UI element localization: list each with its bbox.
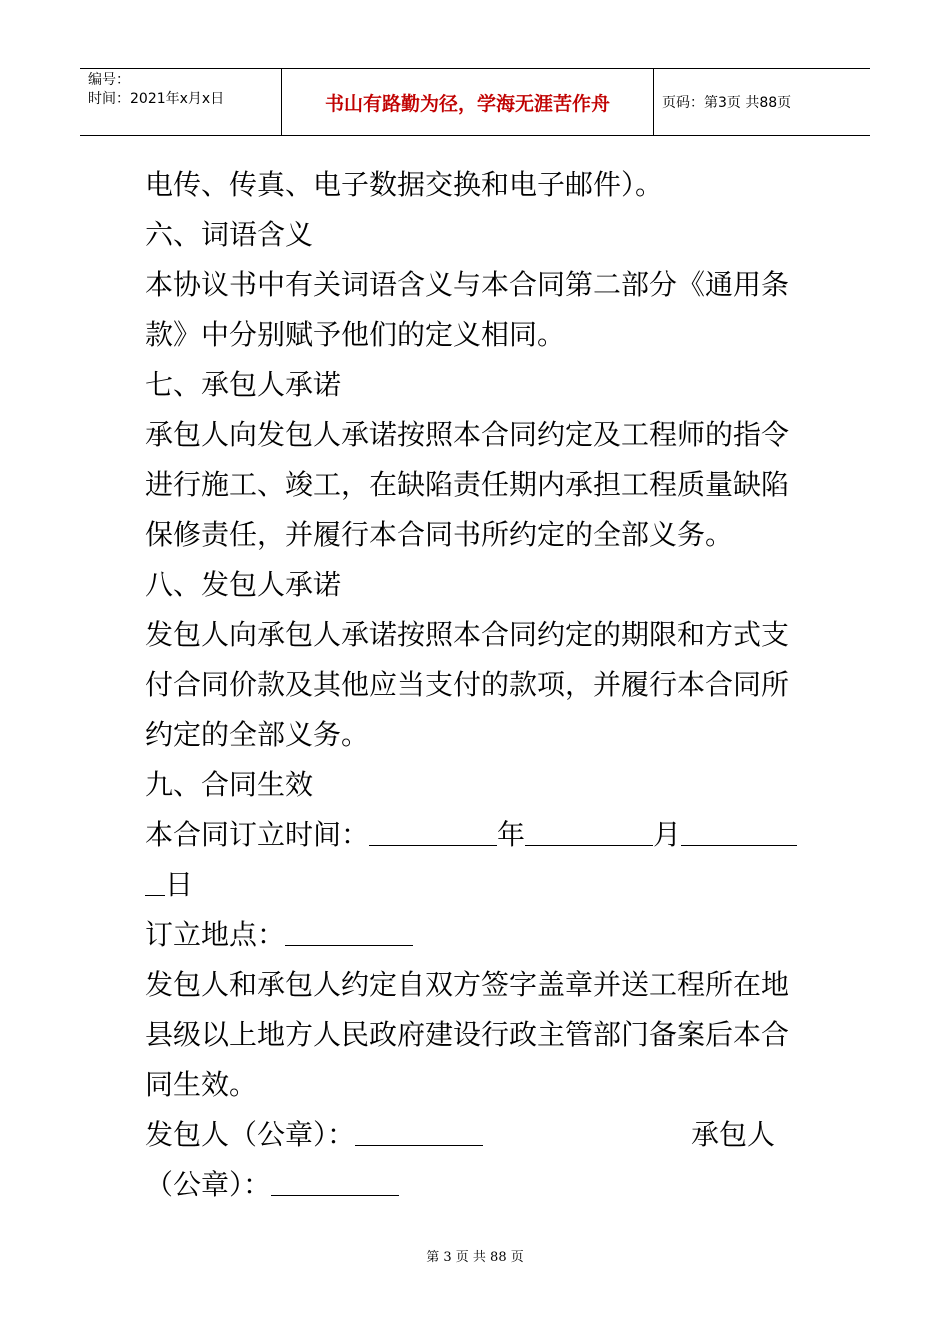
body-line: 县级以上地方人民政府建设行政主管部门备案后本合 (145, 1018, 790, 1051)
employer-seal-blank[interactable] (355, 1117, 483, 1146)
body-line: 发包人和承包人约定自双方签字盖章并送工程所在地 (145, 968, 790, 1001)
body-line: 进行施工、竣工，在缺陷责任期内承担工程质量缺陷 (145, 468, 790, 501)
document-number-label: 编号： (88, 72, 130, 88)
section-heading-effectiveness: 九、合同生效 (145, 768, 314, 801)
body-line: 承包人向发包人承诺按照本合同约定及工程师的指令 (145, 418, 790, 451)
body-line: 款》中分别赋予他们的定义相同。 (145, 318, 566, 351)
header-meta (80, 69, 282, 135)
body-line: 发包人向承包人承诺按照本合同约定的期限和方式支 (145, 618, 790, 651)
body-line: 本协议书中有关词语含义与本合同第二部分《通用条 (145, 268, 790, 301)
body-line: 付合同价款及其他应当支付的款项，并履行本合同所 (145, 668, 790, 701)
page-header (80, 68, 870, 136)
signing-place-blank[interactable] (285, 917, 413, 946)
seal-line (145, 1110, 810, 1160)
signing-place-line (145, 910, 810, 960)
header-page-info: 页码：第3页 共88页 (662, 95, 792, 111)
contractor-label: 承包人 (691, 1118, 776, 1151)
contractor-seal-blank[interactable] (271, 1167, 399, 1196)
body-line: 约定的全部义务。 (145, 718, 370, 751)
year-label: 年 (497, 818, 526, 851)
signing-place-label: 订立地点： (145, 918, 286, 951)
document-body (145, 160, 810, 1210)
year-blank[interactable] (369, 817, 497, 846)
body-line: 电传、传真、电子数据交换和电子邮件）。 (145, 168, 664, 201)
header-motto: 书山有路勤为径，学海无涯苦作舟 (324, 92, 610, 115)
day-blank[interactable] (681, 817, 797, 846)
month-label: 月 (653, 818, 682, 851)
employer-seal-label: 发包人（公章）： (145, 1118, 356, 1151)
document-time-label: 时间：2021年x月x日 (88, 91, 225, 107)
signing-date-line (145, 810, 810, 860)
contractor-seal-label: （公章）： (145, 1168, 272, 1201)
body-line: 同生效。 (145, 1068, 258, 1101)
body-line: 保修责任，并履行本合同书所约定的全部义务。 (145, 518, 734, 551)
month-blank[interactable] (525, 817, 653, 846)
signing-day-line (145, 860, 810, 910)
day-label: 日 (165, 868, 194, 901)
header-motto-cell (282, 69, 654, 135)
contractor-seal-line (145, 1160, 810, 1210)
section-heading-contractor-promise: 七、承包人承诺 (145, 368, 342, 401)
section-heading-employer-promise: 八、发包人承诺 (145, 568, 342, 601)
section-heading-definitions: 六、词语含义 (145, 218, 314, 251)
page-footer: 第 3 页 共 88 页 (426, 1250, 524, 1265)
signing-date-label: 本合同订立时间： (145, 818, 370, 851)
day-blank-continued[interactable] (145, 867, 165, 896)
